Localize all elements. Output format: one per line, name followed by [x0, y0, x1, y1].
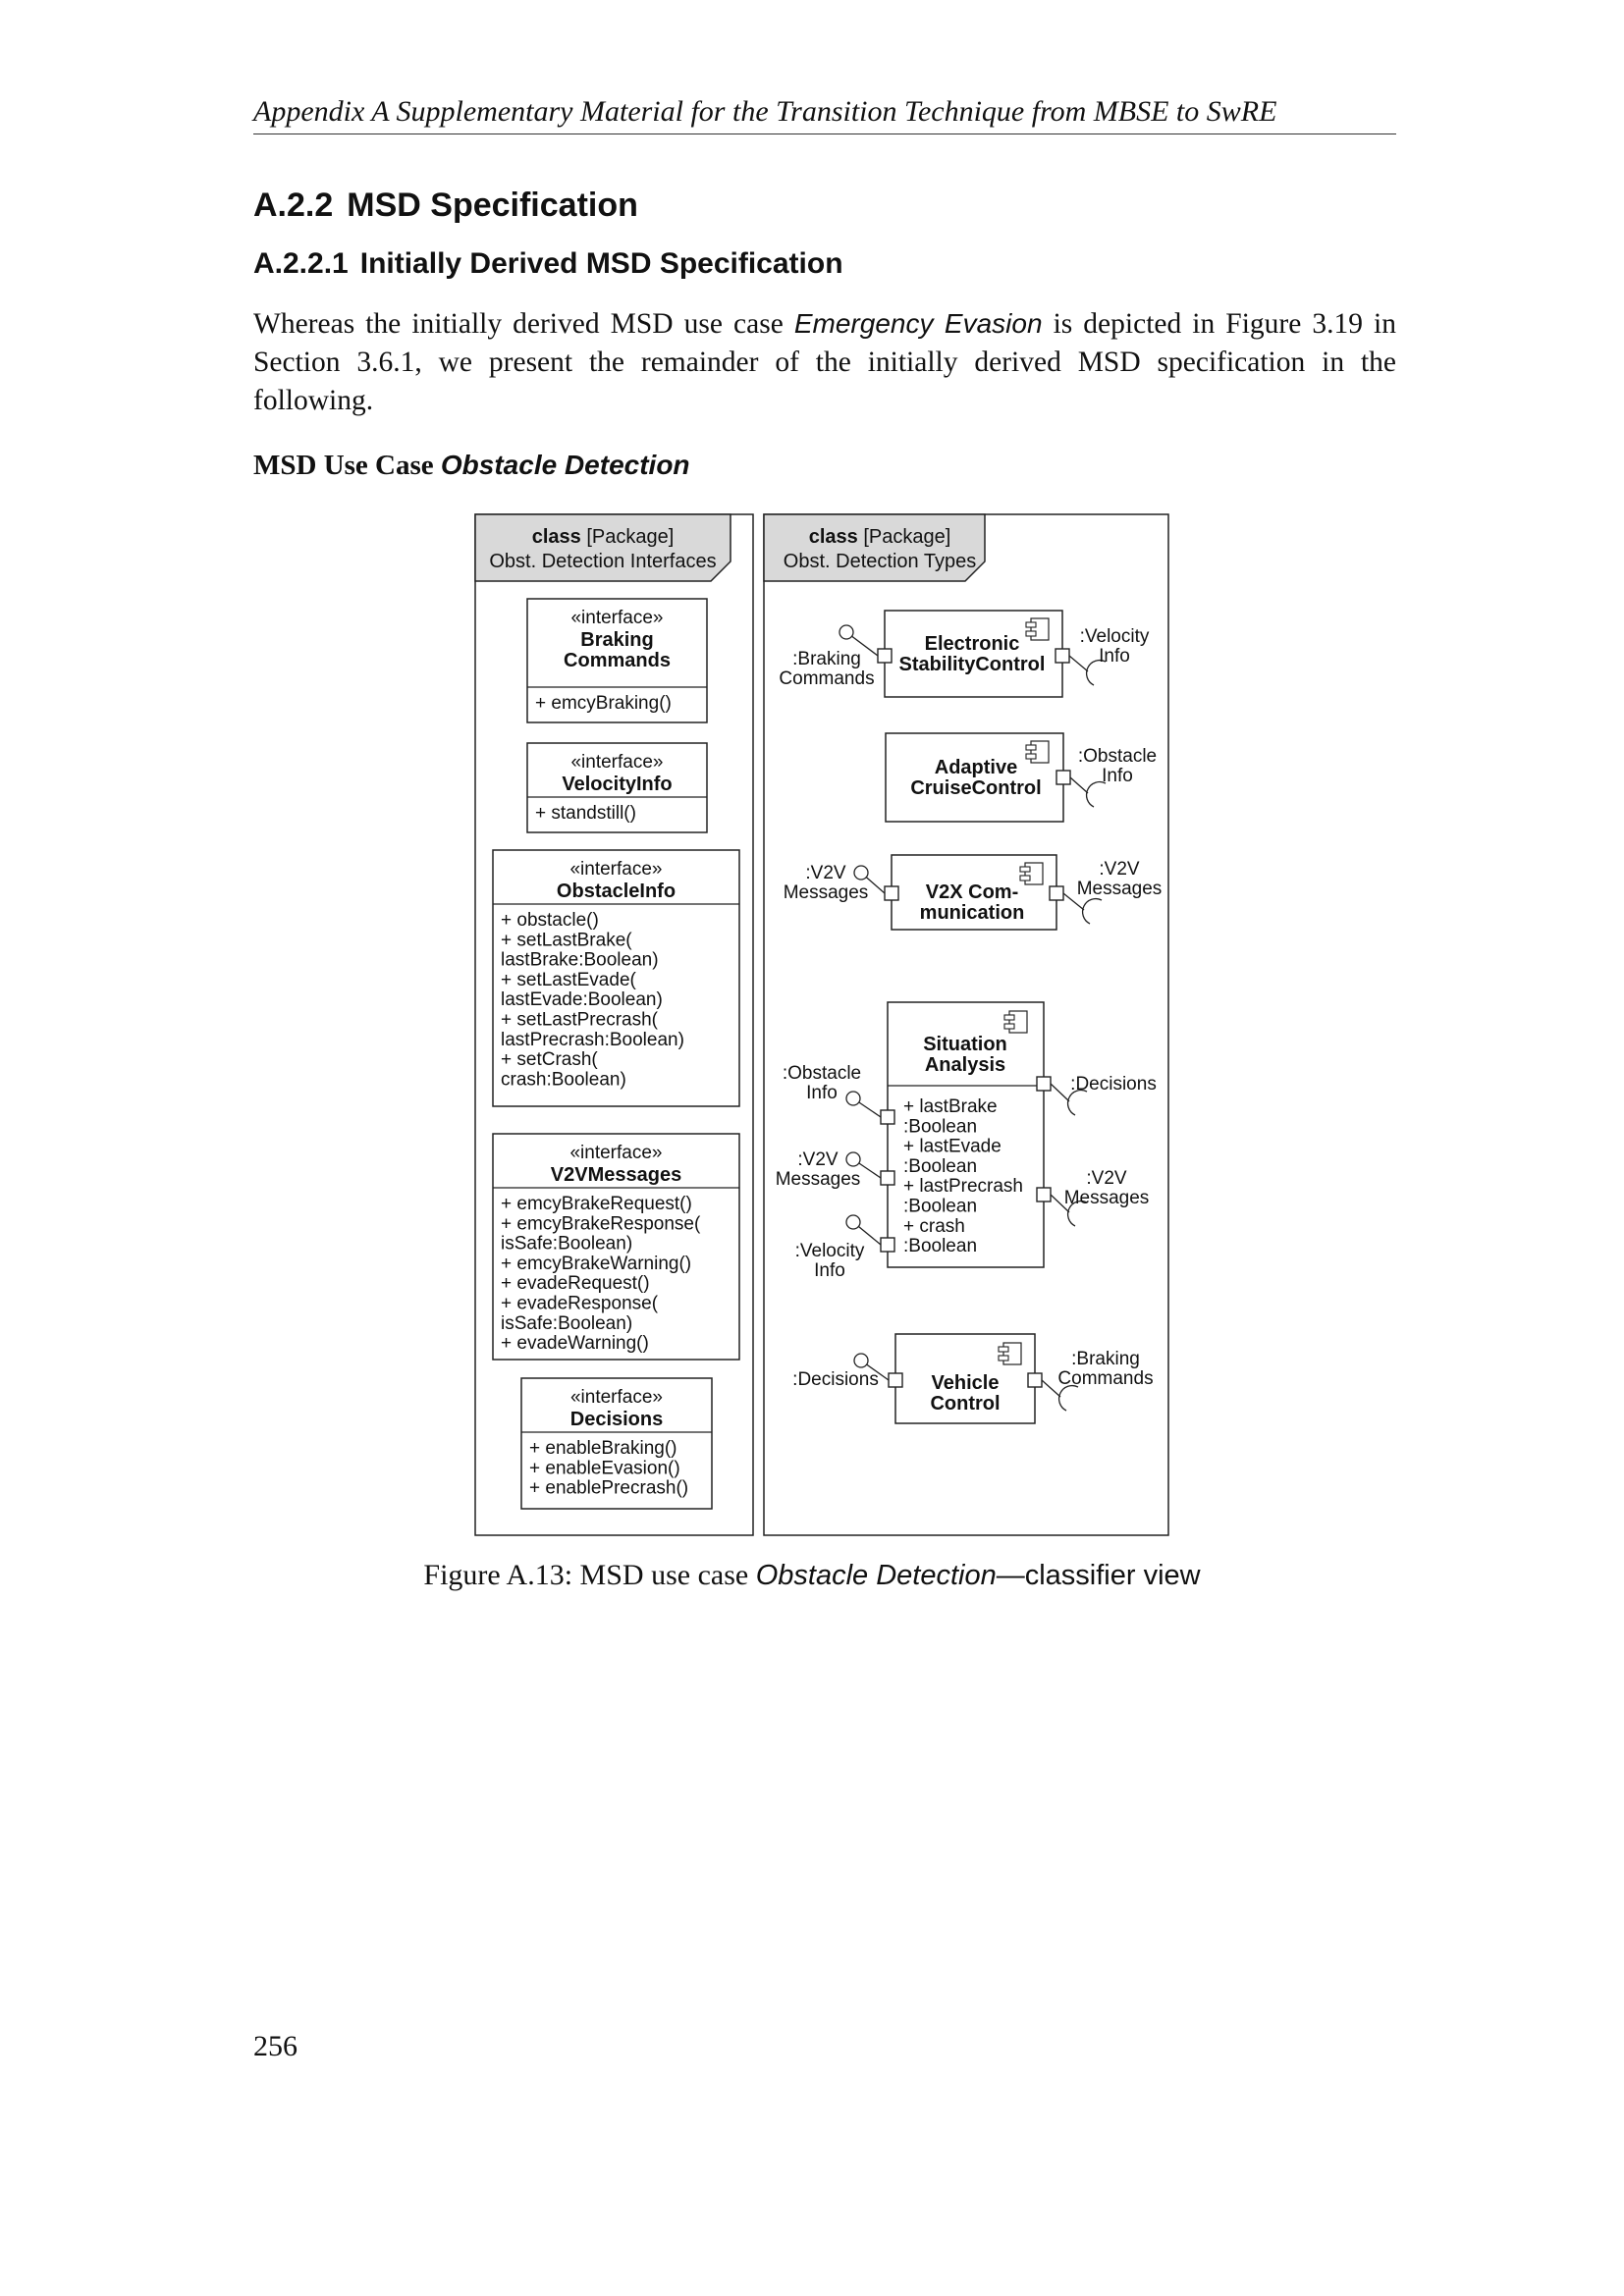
caption-emphasis: Obstacle Detection	[755, 1560, 997, 1591]
port-label: :Decisions	[792, 1369, 879, 1390]
required-interface-line	[1070, 777, 1088, 793]
interface-operation: + obstacle()	[501, 910, 599, 931]
provided-interface-ball	[854, 866, 868, 880]
section-number: A.2.2	[253, 187, 334, 224]
port	[889, 1373, 902, 1387]
interface-operation: lastPrecrash:Boolean)	[501, 1029, 684, 1050]
figure-caption	[0, 1559, 1624, 1592]
port-label: :V2V	[1086, 1168, 1127, 1189]
required-interface-line	[1051, 1084, 1069, 1101]
provided-interface-ball	[846, 1215, 860, 1229]
port	[1037, 1077, 1051, 1091]
component-icon	[1009, 1011, 1027, 1033]
interface-operation: + evadeResponse(	[501, 1293, 659, 1314]
port-label: Info	[1102, 766, 1133, 786]
interface-name: ObstacleInfo	[556, 881, 677, 902]
running-head: Appendix A Supplementary Material for the Transition Technique from MBSE to SwRE	[253, 90, 1396, 134]
provided-interface-ball	[839, 625, 853, 639]
component-icon	[1004, 1024, 1014, 1029]
component-attribute: :Boolean	[903, 1155, 978, 1177]
port-label: :V2V	[797, 1149, 839, 1170]
port-label: :Obstacle	[782, 1063, 862, 1084]
component-icon	[1026, 745, 1036, 750]
port-label: Messages	[1063, 1188, 1150, 1208]
component-name: Vehicle	[931, 1372, 1000, 1394]
port	[1037, 1188, 1051, 1201]
interface-name: Commands	[564, 650, 671, 671]
component-icon	[999, 1347, 1008, 1352]
component-name: munication	[919, 902, 1025, 924]
port-label: :Braking	[1071, 1349, 1140, 1369]
port	[881, 1110, 894, 1124]
provided-interface-ball	[854, 1354, 868, 1367]
frame-right-name: Obst. Detection Types	[783, 551, 977, 572]
component-attribute: :Boolean	[903, 1196, 978, 1217]
frame-right-heading: class [Package]	[808, 526, 951, 548]
interface-operation: + evadeWarning()	[501, 1333, 649, 1355]
port-label: :V2V	[1099, 859, 1140, 880]
required-interface-socket	[1083, 899, 1102, 924]
port	[881, 1171, 894, 1185]
port	[1050, 886, 1063, 900]
interface-name: Decisions	[569, 1409, 664, 1430]
component-name: CruiseControl	[910, 777, 1042, 799]
port-label: :Decisions	[1070, 1074, 1157, 1095]
component-icon	[1026, 631, 1036, 636]
interface-stereotype: «interface»	[569, 1143, 663, 1163]
component-name: Analysis	[924, 1054, 1006, 1076]
interface-stereotype: «interface»	[569, 859, 663, 880]
required-interface-socket	[1059, 1386, 1078, 1411]
interface-operation: + standstill()	[535, 803, 636, 824]
frame-left-heading: class [Package]	[531, 526, 675, 548]
port-label: Messages	[1076, 879, 1163, 899]
paragraph-emphasis: Emergency Evasion	[793, 308, 1043, 339]
component-icon	[1031, 741, 1049, 763]
port	[878, 649, 892, 663]
component-attribute: :Boolean	[903, 1116, 978, 1138]
component-attribute: + lastBrake	[903, 1096, 998, 1117]
component-attribute: + crash	[903, 1215, 965, 1237]
port	[1028, 1373, 1042, 1387]
interface-operation: + enableBraking()	[529, 1438, 677, 1459]
interface-stereotype: «interface»	[570, 752, 664, 773]
component-name: StabilityControl	[898, 654, 1046, 675]
interface-operation: + setLastPrecrash(	[501, 1009, 658, 1031]
interface-operation: lastBrake:Boolean)	[501, 949, 659, 971]
interface-operation: isSafe:Boolean)	[501, 1312, 633, 1334]
component-attribute: + lastEvade	[903, 1136, 1001, 1157]
component-icon	[1020, 876, 1030, 881]
frame-left-name: Obst. Detection Interfaces	[489, 551, 717, 572]
caption-prefix: Figure A.13: MSD use case	[423, 1559, 756, 1591]
port-label: Commands	[779, 668, 875, 689]
subsection-title: Initially Derived MSD Specification	[359, 247, 843, 280]
component-attribute: + lastPrecrash	[903, 1176, 1023, 1198]
interface-operation: crash:Boolean)	[501, 1069, 626, 1091]
component-icon	[1025, 863, 1043, 884]
component-name: Control	[930, 1393, 1001, 1415]
component-icon	[1020, 867, 1030, 872]
port	[1056, 649, 1069, 663]
section-title: MSD Specification	[347, 187, 638, 224]
interface-operation: + emcyBraking()	[535, 693, 672, 714]
port-label: :Braking	[792, 649, 861, 669]
page-number: 256	[253, 2030, 298, 2062]
port-label: Commands	[1057, 1368, 1154, 1389]
interface-operation: + setCrash(	[501, 1049, 598, 1071]
port	[885, 886, 898, 900]
port-label: :Velocity	[1079, 626, 1150, 647]
port-label: Info	[1099, 646, 1130, 667]
caption-suffix: —classifier view	[996, 1560, 1201, 1591]
interface-operation: + setLastBrake(	[501, 930, 632, 951]
interface-operation: + enablePrecrash()	[529, 1477, 689, 1499]
component-icon	[999, 1356, 1008, 1361]
interface-operation: lastEvade:Boolean)	[501, 989, 663, 1011]
component-icon	[1026, 622, 1036, 627]
paragraph-text-continued: is depicted in Figure 3.19 in Section 3.6.1, we present the remainder of the initially derived MSD specification in the following.	[253, 308, 1396, 416]
interface-stereotype: «interface»	[570, 608, 664, 628]
interface-name: VelocityInfo	[562, 774, 673, 795]
interface-operation: + emcyBrakeResponse(	[501, 1213, 701, 1235]
component-name: Electronic	[924, 633, 1020, 655]
port-label: Messages	[775, 1169, 861, 1190]
provided-interface-ball	[846, 1152, 860, 1166]
interface-operation: + enableEvasion()	[529, 1458, 680, 1479]
interface-operation: + evadeRequest()	[501, 1273, 650, 1295]
component-attribute: :Boolean	[903, 1236, 978, 1257]
port-label: Messages	[783, 882, 869, 903]
port-label: :V2V	[805, 863, 846, 883]
paragraph-text: Whereas the initially derived MSD use case	[253, 308, 794, 340]
interface-operation: isSafe:Boolean)	[501, 1233, 633, 1255]
port-label: :Obstacle	[1077, 746, 1158, 767]
interface-operation: + setLastEvade(	[501, 969, 636, 990]
component-name: V2X Com-	[925, 881, 1019, 903]
component-name: Situation	[923, 1034, 1007, 1055]
port-label: :Velocity	[794, 1241, 865, 1261]
component-name: Adaptive	[934, 757, 1018, 778]
interface-name: V2VMessages	[550, 1164, 682, 1186]
component-icon	[1026, 754, 1036, 759]
component-icon	[1004, 1015, 1014, 1020]
interface-operation: + emcyBrakeRequest()	[501, 1194, 692, 1214]
interface-stereotype: «interface»	[569, 1387, 664, 1408]
subsection-number: A.2.2.1	[253, 247, 349, 280]
component-icon	[1003, 1343, 1021, 1364]
port-label: Info	[814, 1260, 845, 1281]
port-label: Info	[806, 1083, 838, 1103]
paragraph-heading-prefix: MSD Use Case	[253, 450, 441, 481]
interface-operation: + emcyBrakeWarning()	[501, 1253, 692, 1274]
interface-name: Braking	[580, 629, 654, 651]
port	[881, 1238, 894, 1252]
required-interface-line	[1069, 656, 1088, 671]
component-icon	[1031, 618, 1049, 640]
provided-interface-ball	[846, 1092, 860, 1105]
paragraph-heading-emphasis: Obstacle Detection	[440, 450, 690, 480]
port	[1056, 771, 1070, 784]
